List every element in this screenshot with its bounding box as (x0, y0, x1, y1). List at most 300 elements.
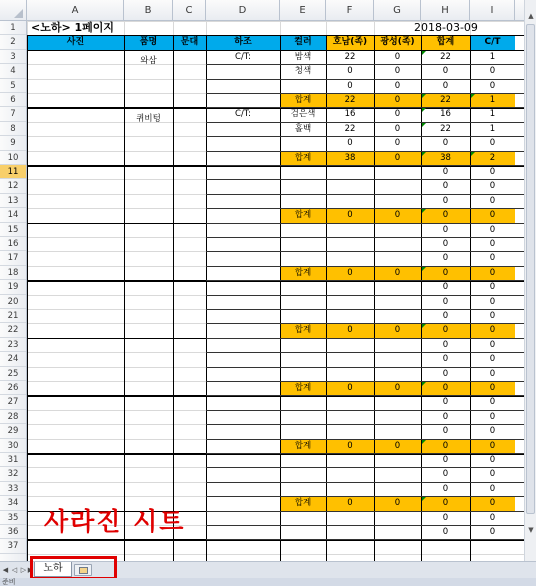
cell (206, 309, 280, 323)
row-header[interactable]: 19 (0, 280, 26, 294)
cell: 0 (442, 397, 449, 408)
cell: 0 (442, 253, 449, 264)
table-border (206, 467, 524, 468)
table-border (206, 151, 524, 152)
cell: 22 (440, 51, 451, 62)
table-border (206, 107, 524, 108)
cell: 0 (489, 296, 496, 307)
row-header[interactable]: 32 (0, 467, 26, 481)
cell: 0 (374, 208, 421, 222)
row-header[interactable]: 5 (0, 79, 26, 93)
table-border (206, 64, 524, 65)
cell: 0 (489, 411, 496, 422)
cell (280, 395, 326, 409)
cell: 0 (442, 195, 449, 206)
column-header-f[interactable]: F (326, 0, 374, 21)
sheet-next-icon[interactable]: ▷ (20, 566, 27, 574)
table-border (206, 251, 524, 252)
sheet-tab[interactable]: 노하 (34, 562, 72, 577)
table-border (206, 338, 524, 339)
cell (280, 179, 326, 193)
cell: 0 (394, 138, 401, 149)
cell: 0 (489, 469, 496, 480)
cell: 0 (442, 311, 449, 321)
row-header[interactable]: 27 (0, 395, 26, 409)
annotation-text: 사라진 시트 (44, 507, 186, 536)
cell (206, 338, 280, 352)
insert-sheet-icon (79, 567, 88, 574)
cell (374, 395, 421, 409)
table-border (206, 93, 524, 94)
cell: 0 (489, 66, 496, 77)
cell (326, 395, 374, 409)
cell (280, 424, 326, 438)
cell: 0 (470, 439, 515, 453)
cell (374, 410, 421, 424)
row-header[interactable]: 10 (0, 151, 26, 165)
row-header[interactable]: 9 (0, 136, 26, 150)
column-title: 품명 (124, 35, 173, 49)
cell (206, 223, 280, 237)
worksheet-grid[interactable] (27, 21, 524, 561)
row-header[interactable]: 21 (0, 309, 26, 323)
row-header[interactable]: 24 (0, 352, 26, 366)
cell: 0 (421, 266, 470, 280)
total-label: 합계 (280, 496, 326, 510)
item-name: 퀴비텅 (136, 113, 161, 124)
total-label: 합계 (280, 323, 326, 337)
cell (206, 165, 280, 179)
cell: 0 (442, 224, 449, 235)
cell (326, 309, 374, 323)
row-header[interactable]: 15 (0, 223, 26, 237)
status-bar (0, 578, 536, 586)
cell (374, 179, 421, 193)
row-header[interactable]: 8 (0, 122, 26, 136)
table-border (206, 179, 524, 180)
cell (374, 280, 421, 294)
cell: 16 (344, 109, 356, 120)
cell: 홀백 (294, 123, 312, 134)
cell: 0 (470, 496, 515, 510)
cell (280, 482, 326, 496)
row-header[interactable]: 17 (0, 251, 26, 265)
cell (206, 395, 280, 409)
cell: 밤색 (294, 51, 312, 62)
cell: 0 (442, 66, 449, 77)
table-border (206, 280, 524, 281)
cell (206, 79, 280, 93)
row-header[interactable]: 7 (0, 107, 26, 121)
cell (206, 179, 280, 193)
cell (280, 280, 326, 294)
cell: 16 (440, 109, 451, 120)
cell: 0 (347, 138, 353, 149)
table-border (206, 424, 524, 425)
cell (374, 424, 421, 438)
row-header[interactable]: 3 (0, 50, 26, 64)
cell (326, 251, 374, 265)
cell: 0 (470, 208, 515, 222)
cell: 0 (421, 323, 470, 337)
cell: 0 (489, 527, 496, 537)
cell: 22 (344, 51, 356, 62)
row-header[interactable]: 6 (0, 93, 26, 107)
row-header[interactable]: 2 (0, 35, 26, 49)
cell: 0 (394, 80, 401, 91)
cell: 0 (470, 266, 515, 280)
cell: 0 (374, 151, 421, 165)
row-header-bar (0, 21, 27, 561)
cell: 청색 (294, 66, 312, 77)
cell: 0 (489, 512, 496, 523)
row-header[interactable]: 34 (0, 496, 26, 510)
cell: 0 (442, 527, 449, 537)
cell: 0 (326, 439, 374, 453)
cell: 0 (394, 123, 401, 134)
cell: 0 (489, 483, 496, 494)
table-border (206, 352, 524, 353)
column-title: 광성(족) (374, 35, 421, 49)
row-header[interactable]: 23 (0, 338, 26, 352)
cell: 0 (442, 411, 449, 422)
sheet-prev-icon[interactable]: ◁ (11, 566, 18, 574)
table-border (173, 35, 174, 561)
cell: 0 (374, 381, 421, 395)
cell: 0 (326, 381, 374, 395)
sheet-first-icon[interactable]: ◀ (2, 566, 9, 574)
row-header[interactable]: 35 (0, 511, 26, 525)
cell (374, 295, 421, 309)
total-label: 합계 (280, 208, 326, 222)
cell: 0 (442, 80, 449, 91)
table-border (124, 35, 125, 561)
cell: 0 (489, 426, 496, 437)
cell (280, 309, 326, 323)
cell (206, 367, 280, 381)
cell (206, 352, 280, 366)
column-title: 호남(족) (326, 35, 374, 49)
cell: 38 (326, 151, 374, 165)
row-header[interactable]: 12 (0, 179, 26, 193)
cell: 0 (421, 496, 470, 510)
cell (374, 237, 421, 251)
vertical-scrollbar[interactable] (524, 0, 536, 561)
cell (326, 352, 374, 366)
cell (326, 194, 374, 208)
cell (280, 352, 326, 366)
cell: 0 (442, 167, 449, 177)
sheet-title: <노하> 1페이지 (31, 21, 115, 34)
cell: 0 (394, 66, 401, 77)
column-title: 문대 (173, 35, 206, 49)
cell: 0 (489, 339, 496, 350)
cell (326, 511, 374, 525)
cell: 0 (374, 323, 421, 337)
table-border (206, 323, 524, 324)
cell: 1 (489, 51, 496, 62)
cell: 0 (374, 496, 421, 510)
cell: 0 (489, 181, 496, 192)
cell (206, 424, 280, 438)
cell (280, 136, 326, 150)
table-border (206, 165, 524, 166)
column-header-i[interactable]: I (470, 0, 515, 21)
item-name: 와삼 (140, 56, 157, 67)
cell (374, 309, 421, 323)
row-header[interactable]: 13 (0, 194, 26, 208)
row-header[interactable]: 22 (0, 323, 26, 337)
row-header[interactable]: 14 (0, 208, 26, 222)
cell (206, 280, 280, 294)
column-header-d[interactable]: D (206, 0, 280, 21)
table-border (206, 309, 524, 310)
cell: 0 (489, 397, 496, 408)
cell: 0 (442, 138, 449, 149)
row-header[interactable]: 1 (0, 21, 26, 35)
cell (280, 525, 326, 539)
cell (374, 511, 421, 525)
scroll-down-icon[interactable]: ▼ (528, 526, 534, 534)
table-border (206, 79, 524, 80)
cell: 0 (442, 296, 449, 307)
table-border (206, 136, 524, 137)
column-title: 합계 (421, 35, 470, 49)
row-header[interactable]: 20 (0, 295, 26, 309)
cell: 0 (442, 512, 449, 523)
cell: 2 (470, 151, 515, 165)
sheet-last-icon[interactable]: ▶ (27, 566, 34, 574)
cell: 0 (347, 80, 353, 91)
cell (326, 295, 374, 309)
row-header[interactable]: 37 (0, 539, 26, 553)
table-border (206, 208, 524, 209)
cell (374, 367, 421, 381)
cell (326, 165, 374, 179)
cell (326, 525, 374, 539)
cell: 0 (489, 138, 496, 149)
cell (374, 165, 421, 179)
cell (280, 79, 326, 93)
row-header[interactable]: 36 (0, 525, 26, 539)
status-text: 준비 (2, 578, 16, 586)
cell: 0 (394, 109, 401, 120)
cell: 0 (347, 66, 353, 77)
cell: 0 (489, 282, 496, 293)
cell (206, 136, 280, 150)
column-title: 컬러 (280, 35, 326, 49)
table-border (206, 410, 524, 411)
cell: 0 (442, 181, 449, 192)
cell (374, 453, 421, 467)
row-header[interactable]: 16 (0, 237, 26, 251)
cell (206, 122, 280, 136)
cell (206, 467, 280, 481)
cell: 0 (489, 455, 496, 465)
cell (374, 251, 421, 265)
cell: 22 (440, 123, 451, 134)
select-all-corner[interactable] (0, 0, 27, 21)
table-border (206, 496, 524, 497)
cell (280, 251, 326, 265)
table-border (206, 539, 524, 540)
cell: 1 (470, 93, 515, 107)
column-header-c[interactable]: C (173, 0, 206, 21)
table-border (206, 367, 524, 368)
cell: 0 (442, 282, 449, 293)
table-border (27, 35, 28, 561)
row-header[interactable]: 31 (0, 453, 26, 467)
cell: 0 (489, 253, 496, 264)
cell (326, 179, 374, 193)
cell (280, 410, 326, 424)
cell (326, 410, 374, 424)
cell: 0 (489, 354, 496, 365)
table-border (206, 395, 524, 396)
cell (280, 194, 326, 208)
cell: 0 (489, 167, 496, 177)
cell (280, 237, 326, 251)
cell: 0 (326, 496, 374, 510)
cell: 1 (489, 123, 496, 134)
cell: 0 (326, 266, 374, 280)
cell: 0 (374, 439, 421, 453)
insert-sheet-button[interactable] (74, 564, 92, 576)
cell (280, 223, 326, 237)
cell (326, 367, 374, 381)
table-border (206, 223, 524, 224)
cell: 38 (421, 151, 470, 165)
column-title: C/T (470, 35, 515, 49)
cell (280, 165, 326, 179)
cell (374, 223, 421, 237)
cell: 0 (421, 439, 470, 453)
column-header-e[interactable]: E (280, 0, 326, 21)
row-header[interactable]: 25 (0, 367, 26, 381)
row-header[interactable]: 26 (0, 381, 26, 395)
cell: 0 (374, 266, 421, 280)
cell: C/T: (235, 51, 251, 62)
table-border (27, 50, 524, 51)
table-border (206, 525, 524, 526)
total-label: 합계 (280, 93, 326, 107)
cell (206, 511, 280, 525)
cell (280, 295, 326, 309)
cell (326, 237, 374, 251)
column-header-h[interactable]: H (421, 0, 470, 21)
cell (374, 338, 421, 352)
table-border (206, 295, 524, 296)
cell (206, 194, 280, 208)
cell (206, 525, 280, 539)
cell (206, 410, 280, 424)
cell (206, 64, 280, 78)
cell (326, 424, 374, 438)
table-border (206, 381, 524, 382)
column-title: 사진 (27, 35, 124, 49)
table-border (206, 439, 524, 440)
cell (206, 482, 280, 496)
cell: 0 (489, 311, 496, 321)
total-label: 합계 (280, 381, 326, 395)
column-header-a[interactable]: A (27, 0, 124, 21)
cell (280, 338, 326, 352)
cell: 0 (442, 368, 449, 379)
cell: 0 (442, 455, 449, 465)
row-header[interactable]: 29 (0, 424, 26, 438)
column-title: 하조 (206, 35, 280, 49)
column-header-bar (0, 0, 536, 21)
cell: 0 (374, 93, 421, 107)
cell (280, 367, 326, 381)
cell: 0 (421, 381, 470, 395)
total-label: 합계 (280, 151, 326, 165)
table-border (206, 237, 524, 238)
row-header[interactable]: 28 (0, 410, 26, 424)
gridline (27, 554, 524, 555)
cell: 0 (489, 80, 496, 91)
cell: 검은색 (290, 109, 316, 120)
table-border (27, 35, 524, 36)
sheet-date: 2018-03-09 (414, 21, 478, 34)
column-header-g[interactable]: G (374, 0, 421, 21)
cell (206, 251, 280, 265)
table-border (206, 511, 524, 512)
row-header[interactable]: 30 (0, 439, 26, 453)
cell: 0 (442, 354, 449, 365)
cell (374, 467, 421, 481)
cell: 0 (442, 239, 449, 249)
cell: 0 (442, 339, 449, 350)
cell (280, 511, 326, 525)
row-header[interactable]: 18 (0, 266, 26, 280)
cell: 0 (394, 51, 401, 62)
scrollbar-thumb[interactable] (526, 24, 535, 514)
row-header[interactable]: 4 (0, 64, 26, 78)
row-header[interactable]: 33 (0, 482, 26, 496)
cell: 0 (489, 368, 496, 379)
cell: 0 (442, 469, 449, 480)
cell: 0 (470, 381, 515, 395)
column-header-b[interactable]: B (124, 0, 173, 21)
cell (374, 194, 421, 208)
table-border (206, 482, 524, 483)
cell: 0 (326, 323, 374, 337)
cell (280, 467, 326, 481)
cell (206, 237, 280, 251)
cell (326, 467, 374, 481)
cell (326, 453, 374, 467)
table-border (206, 266, 524, 267)
scroll-up-icon[interactable]: ▲ (528, 12, 534, 20)
cell (374, 525, 421, 539)
table-border (206, 194, 524, 195)
sheet-tab-bar (0, 561, 536, 578)
cell: 0 (470, 323, 515, 337)
table-border (206, 453, 524, 454)
cell: 0 (489, 224, 496, 235)
cell: 22 (421, 93, 470, 107)
cell (280, 453, 326, 467)
cell (374, 482, 421, 496)
cell: 0 (442, 483, 449, 494)
row-header[interactable]: 11 (0, 165, 26, 179)
cell (326, 223, 374, 237)
cell (206, 453, 280, 467)
cell: 0 (442, 426, 449, 437)
cell: 0 (489, 239, 496, 249)
cell (326, 482, 374, 496)
